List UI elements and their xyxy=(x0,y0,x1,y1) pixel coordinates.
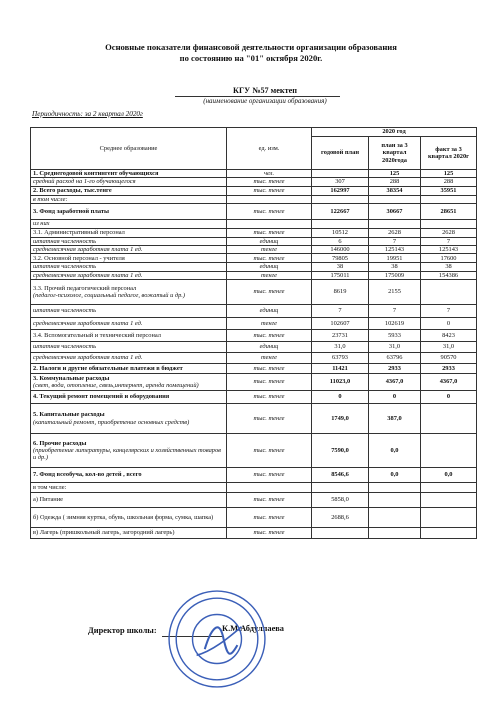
q3-fact-cell: 0,0 xyxy=(421,468,477,483)
q3-plan-cell: 0 xyxy=(369,391,421,404)
unit-cell: тыс. тенге xyxy=(227,468,312,483)
q3-fact-cell xyxy=(421,434,477,468)
indicator-name-cell xyxy=(31,186,227,195)
unit-cell: единиц xyxy=(227,305,312,318)
indicator-name: в) Лагерь (пришкольный лагерь, загородний лагерь) xyxy=(33,529,175,537)
unit-cell: тыс. тенге xyxy=(227,391,312,404)
indicator-name-cell xyxy=(31,305,227,318)
indicator-name-cell xyxy=(31,342,227,353)
table-row xyxy=(31,508,477,528)
unit-cell xyxy=(227,219,312,228)
table-row xyxy=(31,246,477,254)
annual-plan-cell: 146000 xyxy=(312,246,369,254)
indicator-name: 3.3. Прочий педагогический персонал xyxy=(33,284,137,292)
table-row xyxy=(31,305,477,318)
unit-cell: тыс. тенге xyxy=(227,203,312,219)
annual-plan-cell: 102607 xyxy=(312,318,369,330)
report-title-line2: по состоянию на "01" октября 2020г. xyxy=(179,53,323,63)
unit-cell: тенге xyxy=(227,318,312,330)
q3-plan-cell: 7 xyxy=(369,305,421,318)
table-row xyxy=(31,330,477,342)
indicator-name-cell xyxy=(31,391,227,404)
header-fact-cell: факт за 3 квартал 2020г xyxy=(421,137,477,170)
indicator-name-cell xyxy=(31,254,227,263)
unit-cell xyxy=(227,195,312,203)
q3-plan-cell: 5933 xyxy=(369,330,421,342)
unit-cell: тыс. тенге xyxy=(227,528,312,539)
indicator-name-cell xyxy=(31,468,227,483)
annual-plan-cell: 10512 xyxy=(312,228,369,237)
unit-cell: тыс. тенге xyxy=(227,508,312,528)
indicator-name: 1. Среднегодовой контингент обучающихся xyxy=(33,170,159,177)
q3-fact-cell: 28651 xyxy=(421,203,477,219)
unit-cell: тыс. тенге xyxy=(227,330,312,342)
table-row xyxy=(31,254,477,263)
header-name-cell: Среднее образование xyxy=(31,128,227,170)
indicator-name: средний расход на 1-го обучающегося xyxy=(33,178,136,186)
q3-fact-cell xyxy=(421,528,477,539)
indicator-name-cell xyxy=(31,483,227,493)
annual-plan-cell: 11023,0 xyxy=(312,374,369,391)
annual-plan-cell: 307 xyxy=(312,178,369,186)
indicator-name-cell xyxy=(31,246,227,254)
indicator-name: в том числе: xyxy=(33,195,68,203)
official-stamp-seal xyxy=(166,588,268,690)
annual-plan-cell: 6 xyxy=(312,237,369,245)
indicator-name-cell xyxy=(31,228,227,237)
indicator-name-cell xyxy=(31,195,227,203)
unit-cell: тыс. тенге xyxy=(227,434,312,468)
indicator-name-cell xyxy=(31,353,227,364)
indicator-name: а) Питание xyxy=(33,496,63,504)
annual-plan-cell: 31,0 xyxy=(312,342,369,353)
unit-cell: тыс. тенге xyxy=(227,374,312,391)
annual-plan-cell: 23731 xyxy=(312,330,369,342)
unit-cell: тенге xyxy=(227,271,312,279)
unit-cell: тыс. тенге xyxy=(227,186,312,195)
q3-plan-cell: 125 xyxy=(369,170,421,178)
indicator-name: б) Одежда ( зимняя куртка, обувь, школьная форма, сумка, шапка) xyxy=(33,513,214,521)
q3-fact-cell: 2933 xyxy=(421,364,477,374)
table-row xyxy=(31,219,477,228)
unit-cell: тыс. тенге xyxy=(227,178,312,186)
table-row xyxy=(31,178,477,186)
header-q3-plan-cell: план за 3 квартал 2020года xyxy=(369,137,421,170)
annual-plan-cell: 7 xyxy=(312,305,369,318)
unit-cell: тенге xyxy=(227,246,312,254)
q3-fact-cell: 125 xyxy=(421,170,477,178)
indicator-name-cell xyxy=(31,219,227,228)
q3-fact-cell xyxy=(421,508,477,528)
indicator-name-cell xyxy=(31,237,227,245)
annual-plan-cell xyxy=(312,483,369,493)
table-row xyxy=(31,228,477,237)
header-unit-cell: ед. изм. xyxy=(227,128,312,170)
table-row xyxy=(31,468,477,483)
table-row xyxy=(31,374,477,391)
q3-plan-cell: 30667 xyxy=(369,203,421,219)
q3-fact-cell: 0 xyxy=(421,318,477,330)
table-row xyxy=(31,271,477,279)
annual-plan-cell: 175011 xyxy=(312,271,369,279)
q3-plan-cell: 288 xyxy=(369,178,421,186)
unit-cell: тыс. тенге xyxy=(227,404,312,434)
q3-plan-cell xyxy=(369,483,421,493)
financial-indicators-table xyxy=(30,127,477,539)
table-row xyxy=(31,263,477,271)
director-signature-label: Директор школы: xyxy=(88,626,157,635)
indicator-name-cell xyxy=(31,263,227,271)
table-row xyxy=(31,186,477,195)
q3-plan-cell: 4367,0 xyxy=(369,374,421,391)
table-row xyxy=(31,237,477,245)
indicator-name: среднемесячная заработная плата 1 ед. xyxy=(33,319,143,327)
q3-fact-cell xyxy=(421,483,477,493)
q3-fact-cell: 7 xyxy=(421,305,477,318)
q3-plan-cell: 63796 xyxy=(369,353,421,364)
q3-fact-cell: 35951 xyxy=(421,186,477,195)
indicator-name-cell xyxy=(31,493,227,508)
annual-plan-cell xyxy=(312,195,369,203)
unit-cell: тыс. тенге xyxy=(227,280,312,305)
table-row xyxy=(31,434,477,468)
q3-plan-cell: 38354 xyxy=(369,186,421,195)
q3-plan-cell: 19951 xyxy=(369,254,421,263)
indicator-name: 5. Капитальные расходы xyxy=(33,411,105,419)
q3-fact-cell: 38 xyxy=(421,263,477,271)
q3-plan-cell: 175009 xyxy=(369,271,421,279)
q3-plan-cell: 102619 xyxy=(369,318,421,330)
q3-plan-cell: 38 xyxy=(369,263,421,271)
indicator-name: среднемесячная заработная плата 1 ед. xyxy=(33,271,143,279)
q3-plan-cell: 0,0 xyxy=(369,468,421,483)
q3-plan-cell: 125143 xyxy=(369,246,421,254)
unit-cell: тыс. тенге xyxy=(227,228,312,237)
unit-cell: единиц xyxy=(227,237,312,245)
indicator-subnote: (свет, вода, отопление, связь,интернет, арендa помещений) xyxy=(33,382,199,390)
q3-plan-cell xyxy=(369,508,421,528)
q3-fact-cell xyxy=(421,219,477,228)
annual-plan-cell: 7590,0 xyxy=(312,434,369,468)
table-row xyxy=(31,391,477,404)
q3-plan-cell: 2155 xyxy=(369,280,421,305)
table-row xyxy=(31,318,477,330)
table-row xyxy=(31,170,477,178)
annual-plan-cell: 11421 xyxy=(312,364,369,374)
header-year-cell: 2020 год xyxy=(312,128,477,137)
q3-plan-cell: 2628 xyxy=(369,228,421,237)
indicator-name: 3. Фонд заработной платы xyxy=(33,207,110,215)
indicator-name: 3.2. Основной персонал - учителя xyxy=(33,254,125,262)
q3-plan-cell: 387,0 xyxy=(369,404,421,434)
q3-fact-cell xyxy=(421,493,477,508)
indicator-subnote: (капитальный ремонт, приобретение основных средств) xyxy=(33,418,190,426)
indicator-name: 4. Текущий ремонт помещений и оборудования xyxy=(33,393,170,401)
q3-fact-cell: 17600 xyxy=(421,254,477,263)
annual-plan-cell xyxy=(312,528,369,539)
annual-plan-cell xyxy=(312,219,369,228)
annual-plan-cell: 1749,0 xyxy=(312,404,369,434)
q3-fact-cell: 7 xyxy=(421,237,477,245)
table-row xyxy=(31,528,477,539)
organization-name: КГУ №57 мектеп xyxy=(233,86,297,95)
organization-caption: (наименование организации образования) xyxy=(203,97,327,105)
q3-fact-cell: 4367,0 xyxy=(421,374,477,391)
q3-fact-cell xyxy=(421,195,477,203)
q3-fact-cell: 288 xyxy=(421,178,477,186)
q3-fact-cell: 31,0 xyxy=(421,342,477,353)
unit-cell: тыс. тенге xyxy=(227,493,312,508)
table-row xyxy=(31,353,477,364)
indicator-name-cell xyxy=(31,203,227,219)
reporting-period: Периодичность: за 2 квартал 2020г xyxy=(32,110,143,118)
unit-cell: тенге xyxy=(227,353,312,364)
indicator-name-cell xyxy=(31,170,227,178)
indicator-name: штатная численность xyxy=(33,237,97,245)
indicator-name: штатная численность xyxy=(33,343,97,351)
indicator-name: 7. Фонд всеобуча, кол-во детей , всего xyxy=(33,471,142,479)
annual-plan-cell: 8546,6 xyxy=(312,468,369,483)
indicator-name-cell xyxy=(31,528,227,539)
unit-cell: единиц xyxy=(227,342,312,353)
indicator-name-cell xyxy=(31,271,227,279)
annual-plan-cell: 63793 xyxy=(312,353,369,364)
annual-plan-cell: 38 xyxy=(312,263,369,271)
indicator-name-cell xyxy=(31,374,227,391)
q3-fact-cell xyxy=(421,280,477,305)
indicator-name-cell xyxy=(31,330,227,342)
indicator-name-cell xyxy=(31,434,227,468)
unit-cell: тыс. тенге xyxy=(227,254,312,263)
unit-cell: единиц xyxy=(227,263,312,271)
q3-fact-cell: 8423 xyxy=(421,330,477,342)
indicator-name: штатная численность xyxy=(33,307,97,315)
indicator-name-cell xyxy=(31,178,227,186)
indicator-name-cell xyxy=(31,404,227,434)
indicator-name: среднемесячная заработная плата 1 ед. xyxy=(33,354,143,362)
annual-plan-cell: 5858,0 xyxy=(312,493,369,508)
indicator-name: среднемесячная заработная плата 1 ед. xyxy=(33,246,143,254)
annual-plan-cell: 122667 xyxy=(312,203,369,219)
q3-fact-cell: 0 xyxy=(421,391,477,404)
q3-fact-cell: 2628 xyxy=(421,228,477,237)
q3-plan-cell: 31,0 xyxy=(369,342,421,353)
q3-plan-cell xyxy=(369,528,421,539)
table-row xyxy=(31,483,477,493)
indicator-name: 3.4. Вспомогательный и технический персонал xyxy=(33,331,161,339)
director-name: К.М.Абдуллаева xyxy=(222,624,284,633)
annual-plan-cell: 79805 xyxy=(312,254,369,263)
indicator-subnote: (педагог-психолог, социальный педагог, вожатый и др.) xyxy=(33,292,186,300)
indicator-name: в том числе: xyxy=(33,483,67,491)
q3-plan-cell xyxy=(369,219,421,228)
header-plan-cell: годовой план xyxy=(312,137,369,170)
indicator-name-cell xyxy=(31,280,227,305)
q3-fact-cell xyxy=(421,404,477,434)
unit-cell: чел. xyxy=(227,170,312,178)
annual-plan-cell xyxy=(312,170,369,178)
q3-plan-cell: 0,0 xyxy=(369,434,421,468)
indicator-name: из них xyxy=(33,220,50,228)
indicator-name: 3.1. Административный персонал xyxy=(33,229,125,237)
q3-plan-cell xyxy=(369,493,421,508)
table-row xyxy=(31,195,477,203)
annual-plan-cell: 162997 xyxy=(312,186,369,195)
indicator-name: 3. Коммунальные расходы xyxy=(33,374,110,382)
table-row xyxy=(31,203,477,219)
table-row xyxy=(31,280,477,305)
table-row xyxy=(31,342,477,353)
indicator-name-cell xyxy=(31,364,227,374)
indicator-subnote: (приобретение литературы, канцелярских и хозяйственных товаров и др.) xyxy=(33,446,221,462)
q3-plan-cell xyxy=(369,195,421,203)
q3-plan-cell: 7 xyxy=(369,237,421,245)
q3-plan-cell: 2933 xyxy=(369,364,421,374)
indicator-name: штатная численность xyxy=(33,263,97,271)
unit-cell: тыс. тенге xyxy=(227,364,312,374)
indicator-name-cell xyxy=(31,508,227,528)
table-row xyxy=(31,364,477,374)
annual-plan-cell: 2688,6 xyxy=(312,508,369,528)
table-row xyxy=(31,493,477,508)
indicator-name: 2. Всего расходы, тыс.тенге xyxy=(33,186,112,194)
annual-plan-cell: 8619 xyxy=(312,280,369,305)
table-row xyxy=(31,404,477,434)
q3-fact-cell: 154386 xyxy=(421,271,477,279)
unit-cell xyxy=(227,483,312,493)
q3-fact-cell: 125143 xyxy=(421,246,477,254)
q3-fact-cell: 90570 xyxy=(421,353,477,364)
indicator-name-cell xyxy=(31,318,227,330)
annual-plan-cell: 0 xyxy=(312,391,369,404)
indicator-name: 2. Налоги и другие обязательные платежи в бюджет xyxy=(33,364,183,372)
report-title-line1: Основные показатели финансовой деятельности организации образования xyxy=(105,42,397,52)
indicator-name: 6. Прочие расходы xyxy=(33,439,87,447)
